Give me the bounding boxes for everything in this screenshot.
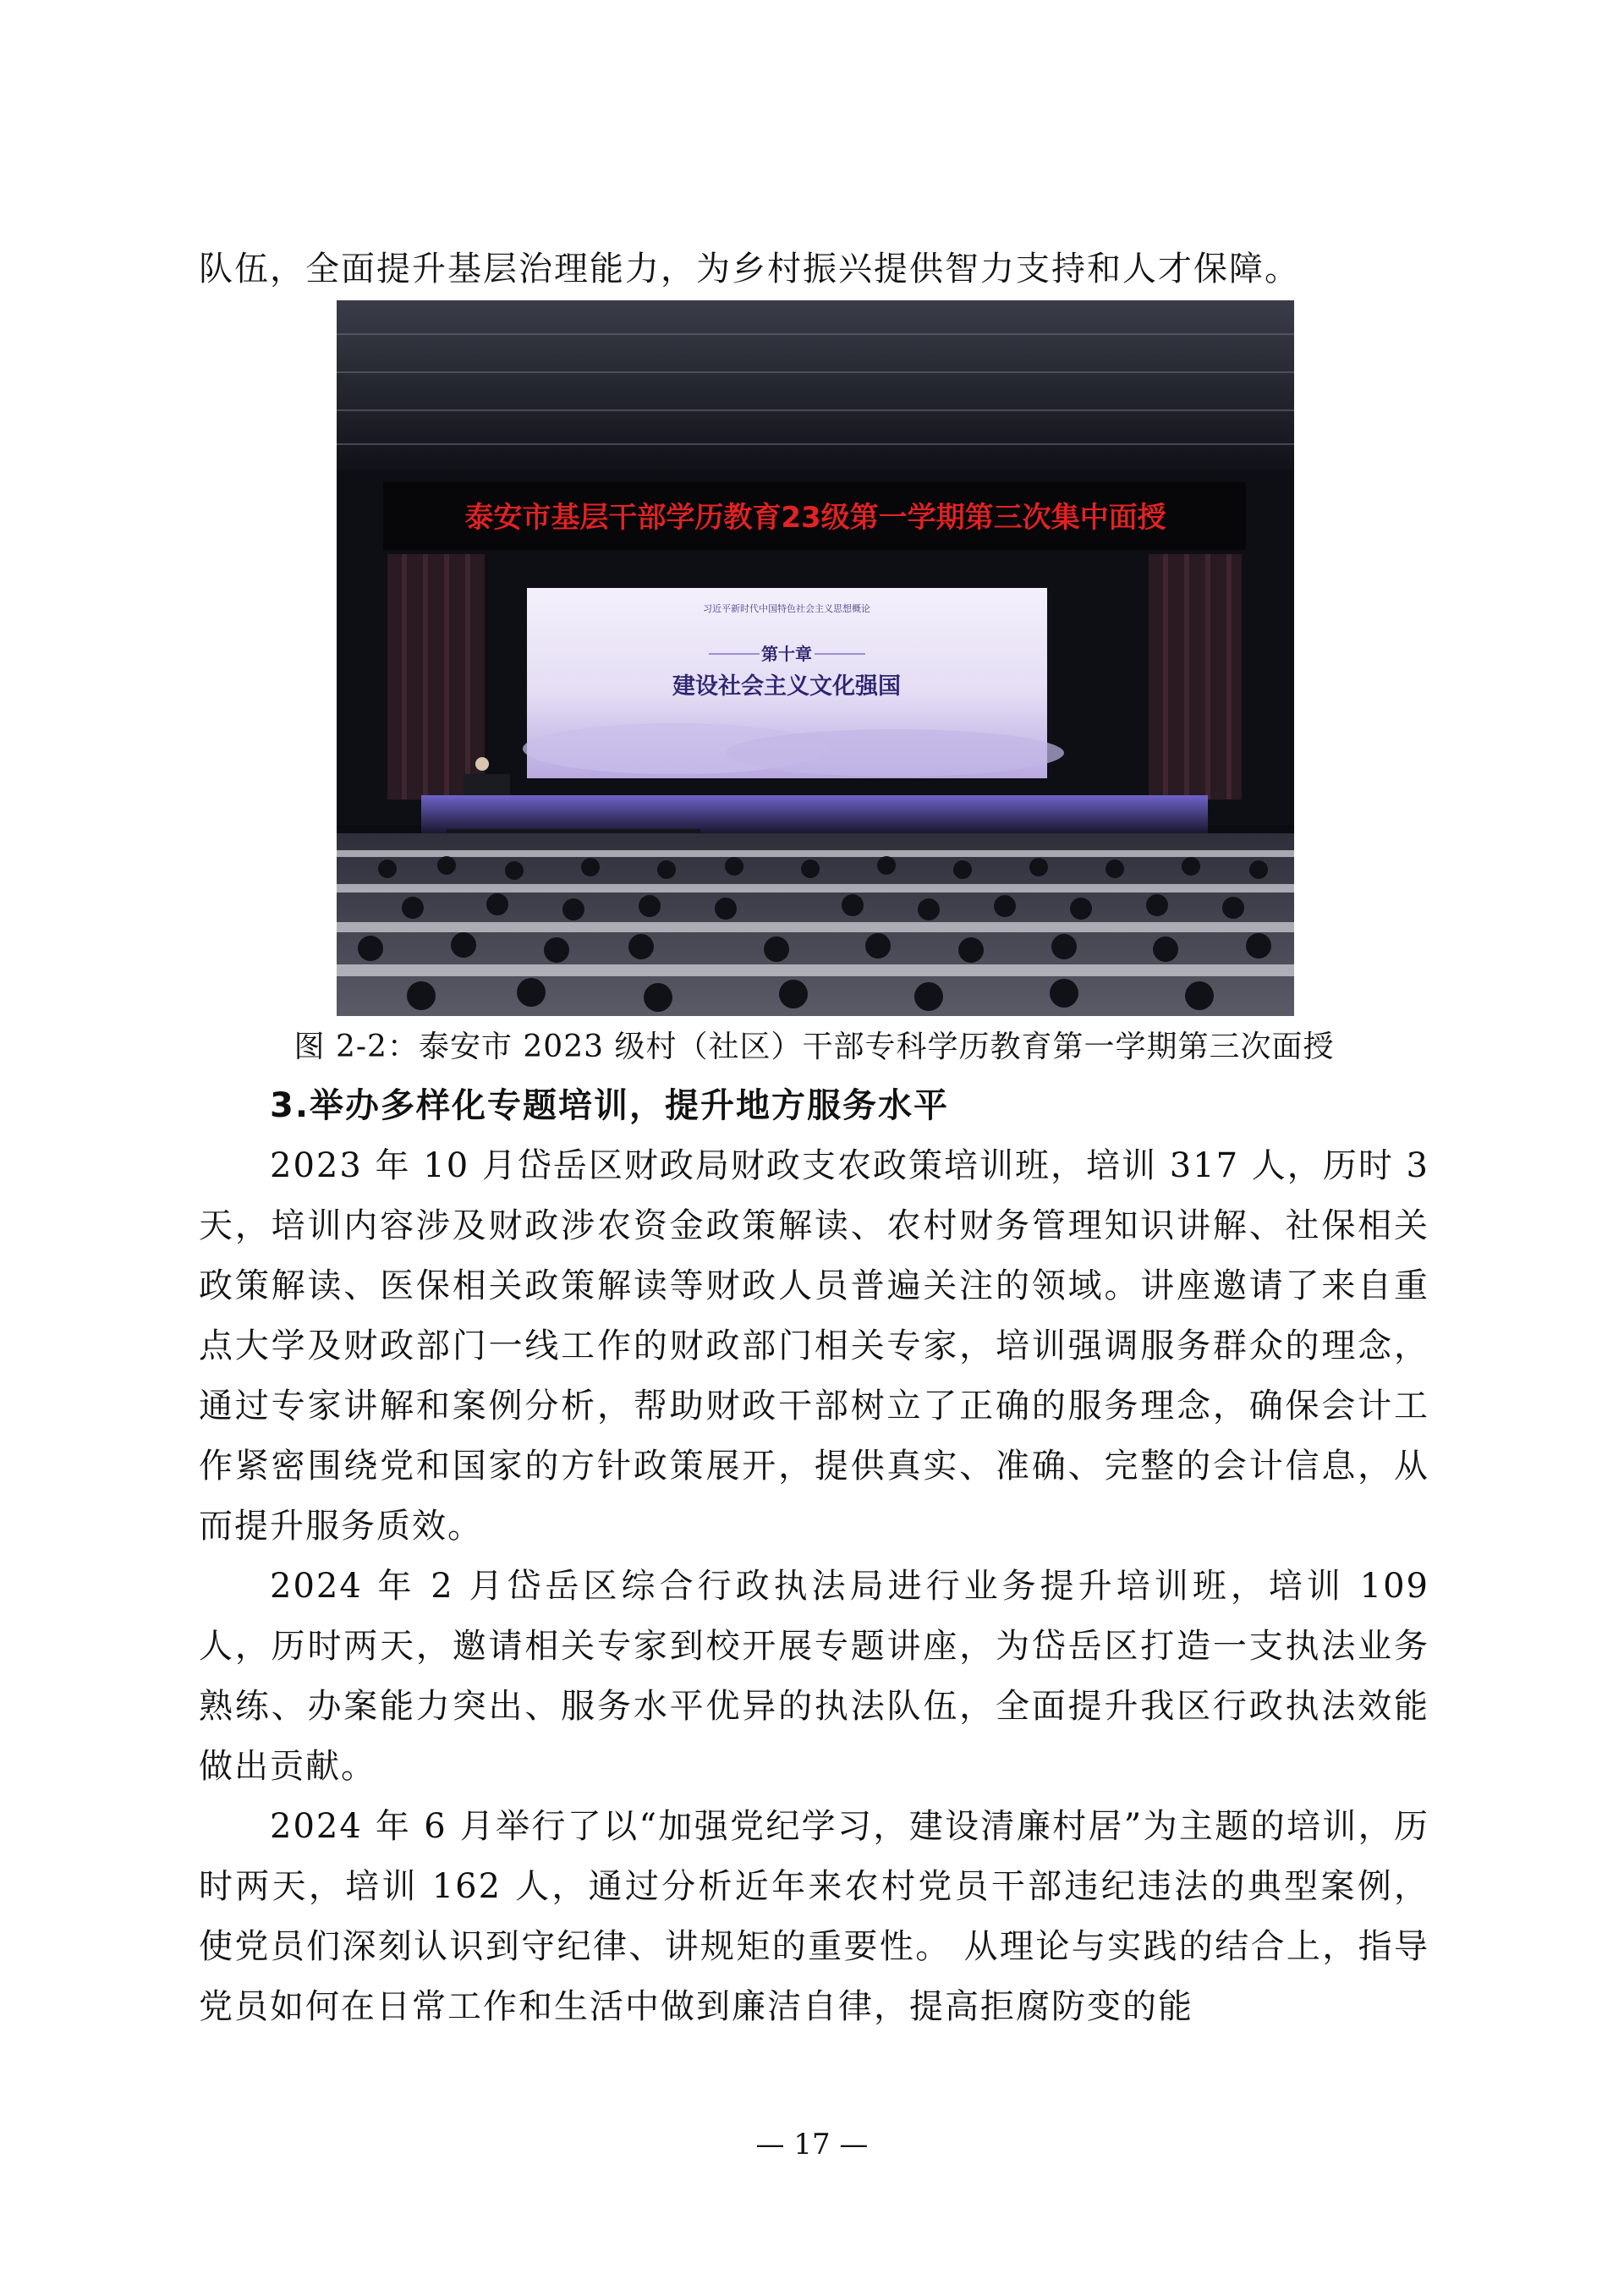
lecture-hall-photo [337, 300, 1294, 1016]
page-number: — 17 — [755, 2128, 869, 2161]
section-heading: 3.举办多样化专题培训，提升地方服务水平 [270, 1086, 950, 1125]
led-banner-text: 泰安市基层干部学历教育23级第一学期第三次集中面授 [464, 501, 1166, 535]
body-paragraph: 2024 年 2 月岱岳区综合行政执法局进行业务提升培训班，培训 109 人，历时两天，邀请相关专家到校开展专题讲座，为岱岳区打造一支执法业务熟练、办案能力突出、服务水平优异的执法队伍，全面提升我区行政执法效能做出贡献。 [199, 1567, 1429, 1786]
screen-course-name: 习近平新时代中国特色社会主义思想概论 [703, 603, 870, 614]
body-paragraph: 2023 年 10 月岱岳区财政局财政支农政策培训班，培训 317 人，历时 3 天，培训内容涉及财政涉农资金政策解读、农村财务管理知识讲解、社保相关政策解读、医保相关政策解读等财政人员普遍关注的领域。讲座邀请了来自重点大学及财政部门一线工作的财政部门相关专家，培训强调服务群众的理念，通过专家讲解和案例分析，帮助财政干部树立了正确的服务理念，确保会计工作紧密围绕党和国家的方针政策展开，提供真实、准确、完整的会计信息，从而提升服务质效。 [199, 1146, 1429, 1546]
figure-caption: 图 2-2：泰安市 2023 级村（社区）干部专科学历教育第一学期第三次面授 [294, 1030, 1335, 1064]
body-paragraph: 2024 年 6 月举行了以“加强党纪学习，建设清廉村居”为主题的培训，历时两天，培训 162 人，通过分析近年来农村党员干部违纪违法的典型案例，使党员们深刻认识到守纪律、讲规矩的重要性。 从理论与实践的结合上，指导党员如何在日常工作和生活中做到廉洁自律，提高拒腐防变的能 [199, 1807, 1429, 2026]
screen-chapter: 第十章 [761, 644, 812, 664]
screen-title: 建设社会主义文化强国 [672, 673, 901, 700]
lecture-hall-illustration [337, 300, 1294, 1016]
body-text-continuation: 队伍，全面提升基层治理能力，为乡村振兴提供智力支持和人才保障。 [199, 250, 1300, 288]
